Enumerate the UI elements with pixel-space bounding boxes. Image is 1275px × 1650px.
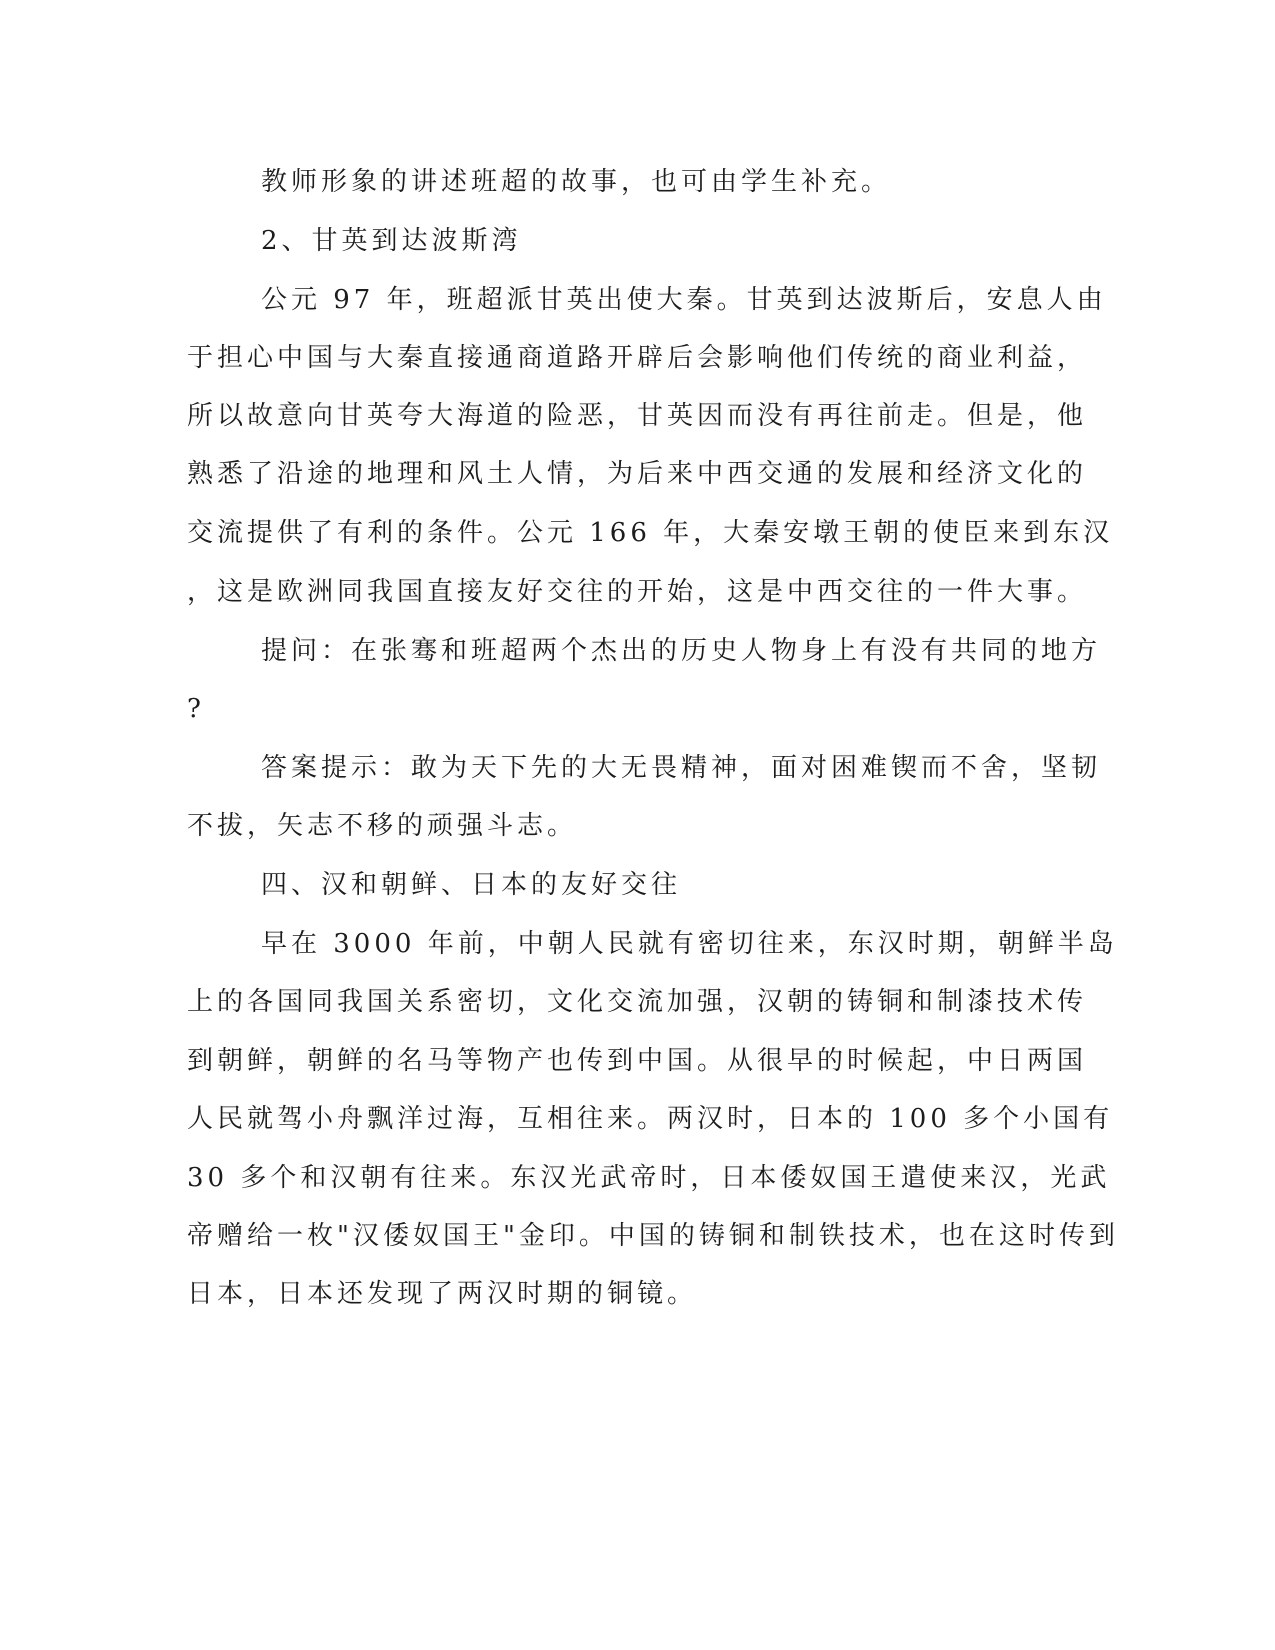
text-line: 公元 97 年，班超派甘英出使大秦。甘英到达波斯后，安息人由 [261,285,1107,315]
text-line: 交流提供了有利的条件。公元 166 年，大秦安墩王朝的使臣来到东汉 [187,518,1114,548]
text-line: ，这是欧洲同我国直接友好交往的开始，这是中西交往的一件大事。 [187,577,1088,607]
text-line: 早在 3000 年前，中朝人民就有密切往来，东汉时期，朝鲜半岛 [261,929,1118,959]
answer-line: 答案提示：敢为天下先的大无畏精神，面对困难锲而不舍，坚韧 [261,753,1102,783]
text-line: 人民就驾小舟飘洋过海，互相往来。两汉时，日本的 100 多个小国有 [187,1104,1114,1134]
text-line: 30 多个和汉朝有往来。东汉光武帝时，日本倭奴国王遣使来汉，光武 [187,1163,1111,1193]
text-line: 于担心中国与大秦直接通商道路开辟后会影响他们传统的商业利益， [187,343,1088,373]
section-heading: 四、汉和朝鲜、日本的友好交往 [261,870,682,900]
text-line: 熟悉了沿途的地理和风土人情，为后来中西交通的发展和经济文化的 [187,459,1088,489]
section-heading: 2、甘英到达波斯湾 [261,226,522,256]
text-line: 教师形象的讲述班超的故事，也可由学生补充。 [261,167,892,197]
question-mark-line: ? [187,694,205,724]
text-line: 所以故意向甘英夸大海道的险恶，甘英因而没有再往前走。但是，他 [187,401,1088,431]
text-line: 日本，日本还发现了两汉时期的铜镜。 [187,1279,698,1309]
text-line: 到朝鲜，朝鲜的名马等物产也传到中国。从很早的时候起，中日两国 [187,1046,1088,1076]
text-line: 上的各国同我国关系密切，文化交流加强，汉朝的铸铜和制漆技术传 [187,987,1088,1017]
answer-line: 不拔，矢志不移的顽强斗志。 [187,811,578,841]
text-line: 帝赠给一枚"汉倭奴国王"金印。中国的铸铜和制铁技术，也在这时传到 [187,1221,1119,1251]
question-line: 提问：在张骞和班超两个杰出的历史人物身上有没有共同的地方 [261,636,1102,666]
